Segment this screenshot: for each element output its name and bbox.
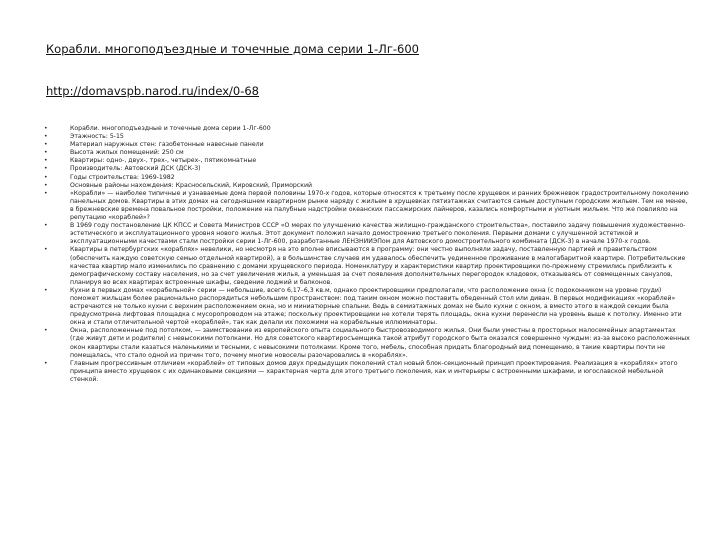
list-item: • Кухни в первых домах «корабельной» серии — небольшие, всего 6,17–6,3 кв.м, однако проектировщики предполагали, что расположение окна (с подоконником на уровне груди) поможет жильцам более рационально распорядиться небольшим пространством: под таким окном можно поставить обеденный стол или диван. В первых модификациях «кораблей» встречаются не только кухни с верхним расположением окна, но и миниатюрные спальни. Ведь в семиэтажных домах не было кухни с окном, а вместо этого в каждой секции была предусмотрена лифтовая площадка с мусоропроводом на этаже; поскольку проектировщики не хотели терять площадь, окна кухни перенесли на уровень выше к потолку. Именно эти окна и стали отличительной чертой «кораблей», так как делали их похожими на корабельные иллюминаторы. — [40, 287, 690, 327]
bullet-list — [40, 125, 690, 384]
list-item: • Главным прогрессивным отличием «кораблей» от типовых домов двух предыдущих поколений стал новый блок-секционный принцип проектирования. Реализация в «кораблях» этого принципа вместо хрущевок с их одинаковыми секциями — характерная черта для этого третьего поколения, как и интерьеры с встроенными шкафами, и югославской мебельной стенкой. — [40, 360, 690, 384]
source-link[interactable]: http://domavspb.narod.ru/index/0-68 — [46, 84, 259, 98]
list-item: • Материал наружных стен: газобетонные навесные панели — [40, 141, 690, 149]
list-item: • Высота жилых помещений: 250 см — [40, 149, 690, 157]
list-item: • Окна, расположенные под потолком, — заимствование из европейского опыта социального быстровозводимого жилья. Они были уместны в просторных малосемейных апартаментах (где живут дети и родители) с невысокими потолками. Но для советского квартиросъемщика такой атрибут городского быта оказался совершенно чуждым: из-за высоко расположенных окон квартиры стали казаться маленькими и тесными, с невысокими потолками. Кроме того, мебель, способная придать благородный вид помещению, в такие квартиры почти не помещалась, что стало одной из причин того, почему многие новоселы разочаровались в «кораблях». — [40, 327, 690, 359]
list-item: • В 1969 году постановление ЦК КПСС и Совета Министров СССР «О мерах по улучшению качества жилищно-гражданского строительства», поставило задачу повышения художественно-эстетического и эксплуатационного уровня нового жилья. Этот документ положил начало домостроению третьего поколения. Первыми домами с улучшенной эстетикой и эксплуатационными качествами стали постройки серии 1-Лг-600, разработанные ЛЕНЗНИИЭПом для Автовского домостроительного комбината (ДСК-3) в начале 1970-х годов. — [40, 222, 690, 246]
slide-title: Корабли. многоподъездные и точечные дома серии 1-Лг-600 — [46, 42, 419, 56]
list-item: • «Корабли» — наиболее типичные и узнаваемые дома первой половины 1970-х годов, которые относятся к третьему после хрущевок и ранних брежневок градостроительному поколению панельных домов. Квартиры в этих домах на сегодняшнем квартирном рынке наряду с жильем в хрущевках пятиэтажках считаются самым доступным городским жильем. Тем не менее, в брежневские времена повальное постройки, положение на палубные надстройки океанских пассажирских лайнеров, казались комфортными и уютным жильем. Что же повлияло на репутацию «кораблей»? — [40, 190, 690, 222]
list-item: • Основные районы нахождения: Красносельский, Кировский, Приморский — [40, 182, 690, 190]
list-item: • Квартиры: одно-, двух-, трех-, четырех-, пятикомнатные — [40, 157, 690, 165]
list-item: • Квартиры в петербургских «кораблях» невелики, но несмотря на это вполне вписываются в программу: они честно выполняли задачу, поставленную партией и правительством (обеспечить каждую советскую семью отдельной квартирой), а в большинстве случаев им удавалось обеспечить уединенное проживание в малогабаритной квартире. Потребительские качества квартир мало изменились по сравнению с домами хрущевского периода. Номенклатуру и характеристики квартир проектировщики по-прежнему стремились приблизить к демографическому составу населения, но за счет увеличения жилья, а уменьшая за счет появления дополнительных перегородок кладовок, отказываясь от совмещенных санузлов, планируя во всех квартирах встроенные шкафы, сведение лоджий и балконов. — [40, 246, 690, 286]
list-item: • Корабли. многоподъездные и точечные дома серии 1-Лг-600 — [40, 125, 690, 133]
list-item: • Этажность: 5-15 — [40, 133, 690, 141]
list-item: • Производитель: Автовский ДСК (ДСК-3) — [40, 165, 690, 173]
list-item: • Годы строительства: 1969-1982 — [40, 174, 690, 182]
